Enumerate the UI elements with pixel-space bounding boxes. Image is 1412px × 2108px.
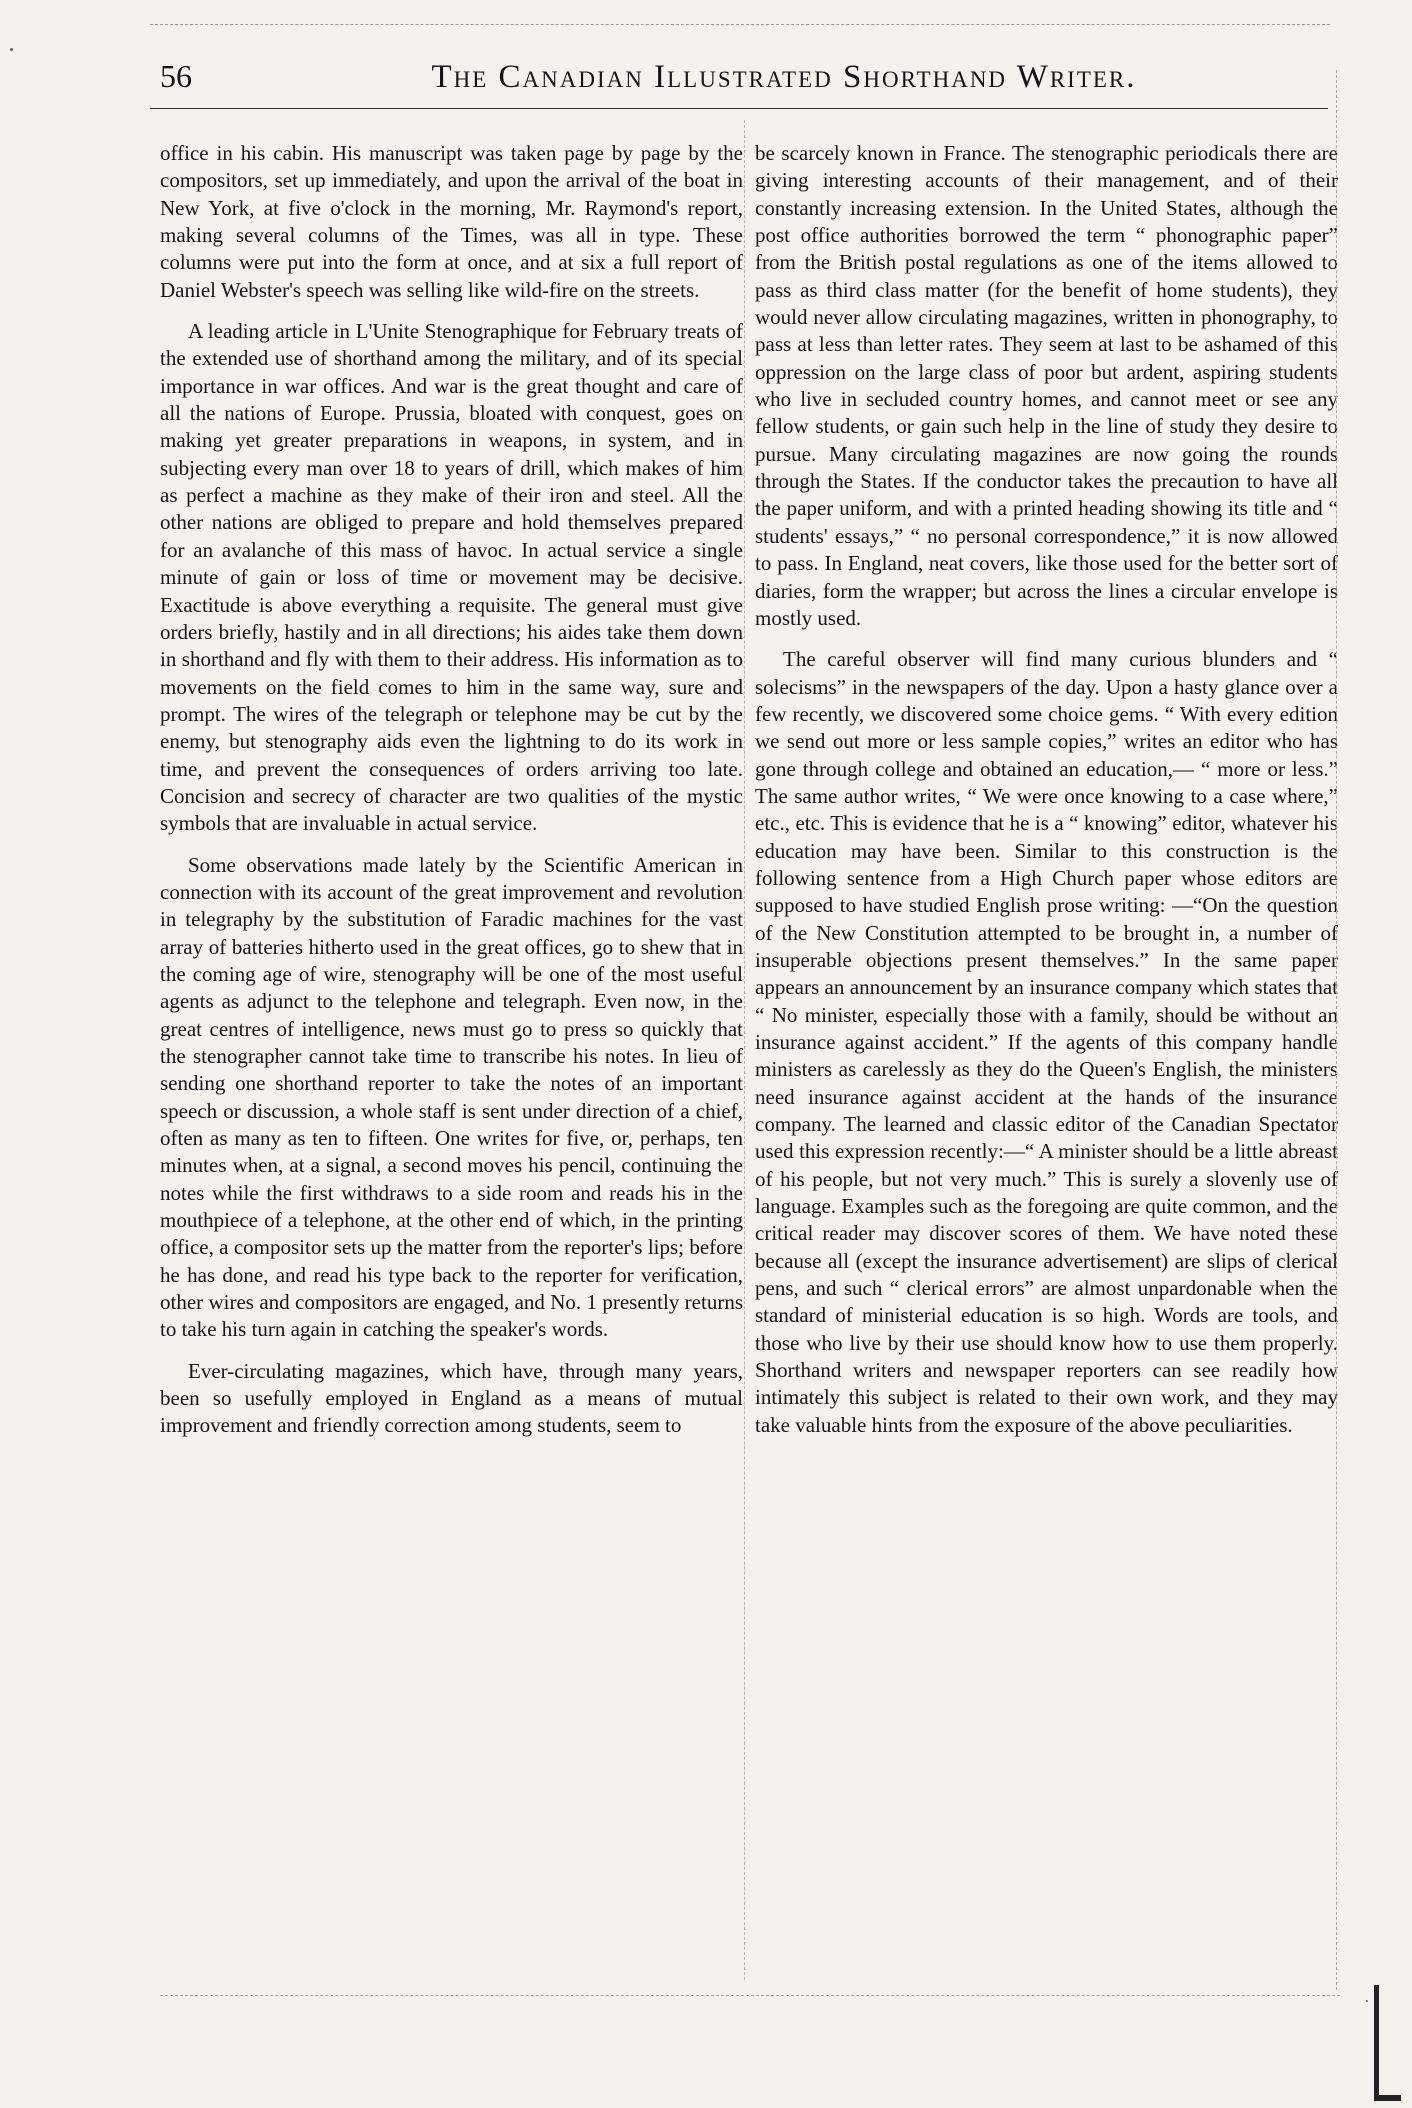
page-edge-rule: [1336, 70, 1337, 1990]
paragraph: A leading article in L'Unite Stenographique for February treats of the extended use of shorthand among the military, and of its special importance in war offices. And war is the great thought and care of all the nations of Europe. Prussia, bloated with conquest, goes on making yet greater preparations in weapons, in system, and in subjecting every man over 18 to years of drill, which makes of him as perfect a machine as they make of their iron and steel. All the other nations are obliged to prepare and hold themselves prepared for an avalanche of this mass of havoc. In actual service a single minute of gain or loss of time or movement may be decisive. Exactitude is above everything a requisite. The general must give orders briefly, hastily and in all directions; his aides take them down in shorthand and fly with them to their address. His information as to movements on the field comes to him in the same way, sure and prompt. The wires of the telegraph or telephone may be cut by the enemy, but stenography aids even the lightning to do its work in time, and prevent the consequences of orders arriving too late. Concision and secrecy of character are two qualities of the mystic symbols that are invaluable in actual service.: [160, 319, 743, 836]
paragraph: be scarcely known in France. The stenographic periodicals there are giving interesting accounts of their management, and of their constantly increasing extension. In the United States, although the post office authorities borrowed the term “ phonographic paper” from the British postal regulations as one of the items allowed to pass as third class matter (for the benefit of home students), they would never allow circulating magazines, written in phonography, to pass at less than letter rates. They seem at last to be ashamed of this oppression on the large class of poor but ardent, aspiring students who live in secluded country homes, and cannot meet or see any fellow students, or gain such help in the line of study they desire to pursue. Many circulating magazines are now going the rounds through the States. If the conductor takes the precaution to have all the paper uniform, and with a printed heading showing its title and “ students' essays,” “ no personal correspondence,” it is now allowed to pass. In England, neat covers, like those used for the better sort of diaries, form the wrapper; but across the lines a circular envelope is mostly used.: [755, 141, 1338, 630]
running-title: The Canadian Illustrated Shorthand Writer.: [431, 59, 1137, 95]
corner-mark: [1374, 1985, 1401, 2101]
scan-speck: [1366, 2000, 1368, 2002]
column-divider: [744, 120, 745, 1980]
page-header: [160, 58, 1318, 108]
paragraph: Some observations made lately by the Scientific American in connection with its account of the great improvement and revolution in telegraphy by the substitution of Faradic machines for the vast array of batteries hitherto used in the great offices, go to shew that in the coming age of wire, stenography will be one of the most useful agents as adjunct to the telephone and telegraph. Even now, in the great centres of intelligence, news must go to press so quickly that the stenographer cannot take time to transcribe his notes. In lieu of sending one shorthand reporter to take the notes of an important speech or discussion, a whole staff is sent under direction of a chief, often as many as ten to fifteen. One writes for five, or, perhaps, ten minutes when, at a signal, a second moves his pencil, continuing the notes while the first withdraws to a side room and reads his in the mouthpiece of a telephone, at the other end of which, in the printing office, a compositor sets up the matter from the reporter's lips; before he has done, and read his type back to the reporter for verification, other wires and compositors are engaged, and No. 1 presently returns to take his turn again in catching the speaker's words.: [160, 852, 743, 1342]
page-number: 56: [160, 58, 192, 94]
paragraph: office in his cabin. His manuscript was taken page by page by the compositors, set up immediately, and upon the arrival of the boat in New York, at five o'clock in the morning, Mr. Raymond's report, making several columns of the Times, was all in type. These columns were put into the form at once, and at six a full report of Daniel Webster's speech was selling like wild-fire on the streets.: [160, 141, 743, 302]
bottom-rule: [160, 1995, 1340, 1996]
paragraph: Ever-circulating magazines, which have, through many years, been so usefully employed in England as a means of mutual improvement and friendly correction among students, seem to: [160, 1358, 743, 1438]
right-column: [755, 140, 1338, 1453]
scan-speck: [10, 48, 13, 51]
top-rule: [150, 24, 1330, 25]
paragraph: The careful observer will find many curious blunders and “ solecisms” in the newspapers of the day. Upon a hasty glance over a few recently, we discovered some choice gems. “ With every edition we send out more or less sample copies,” writes an editor who has gone through college and obtained an education,— “ more or less.” The same author writes, “ We were once knowing to a case where,” etc., etc. This is evidence that he is a “ knowing” editor, whatever his education may have been. Similar to this construction is the following sentence from a High Church paper whose editors are supposed to have studied English prose writing: —“On the question of the New Constitution attempted to be brought in, a number of insuperable objections present themselves.” In the same paper appears an announcement by an insurance company which states that “ No minister, especially those with a family, should be without an insurance against accident.” If the agents of this company handle ministers as carelessly as they do the Queen's English, the ministers need insurance against accident at the hands of the insurance company. The learned and classic editor of the Canadian Spectator used this expression recently:—“ A minister should be a little abreast of his people, but not very much.” This is surely a slovenly use of language. Examples such as the foregoing are quite common, and the critical reader may discover scores of them. We have noted these because all (except the insurance advertisement) are slips of clerical pens, and such “ clerical errors” are almost unpardonable when the standard of ministerial education is so high. Words are tools, and those who live by their use should know how to use them properly. Shorthand writers and newspaper reporters can see readily how intimately this subject is related to their own work, and they may take valuable hints from the exposure of the above peculiarities.: [755, 647, 1338, 1437]
header-rule: [150, 108, 1328, 109]
left-column: [160, 140, 743, 1454]
